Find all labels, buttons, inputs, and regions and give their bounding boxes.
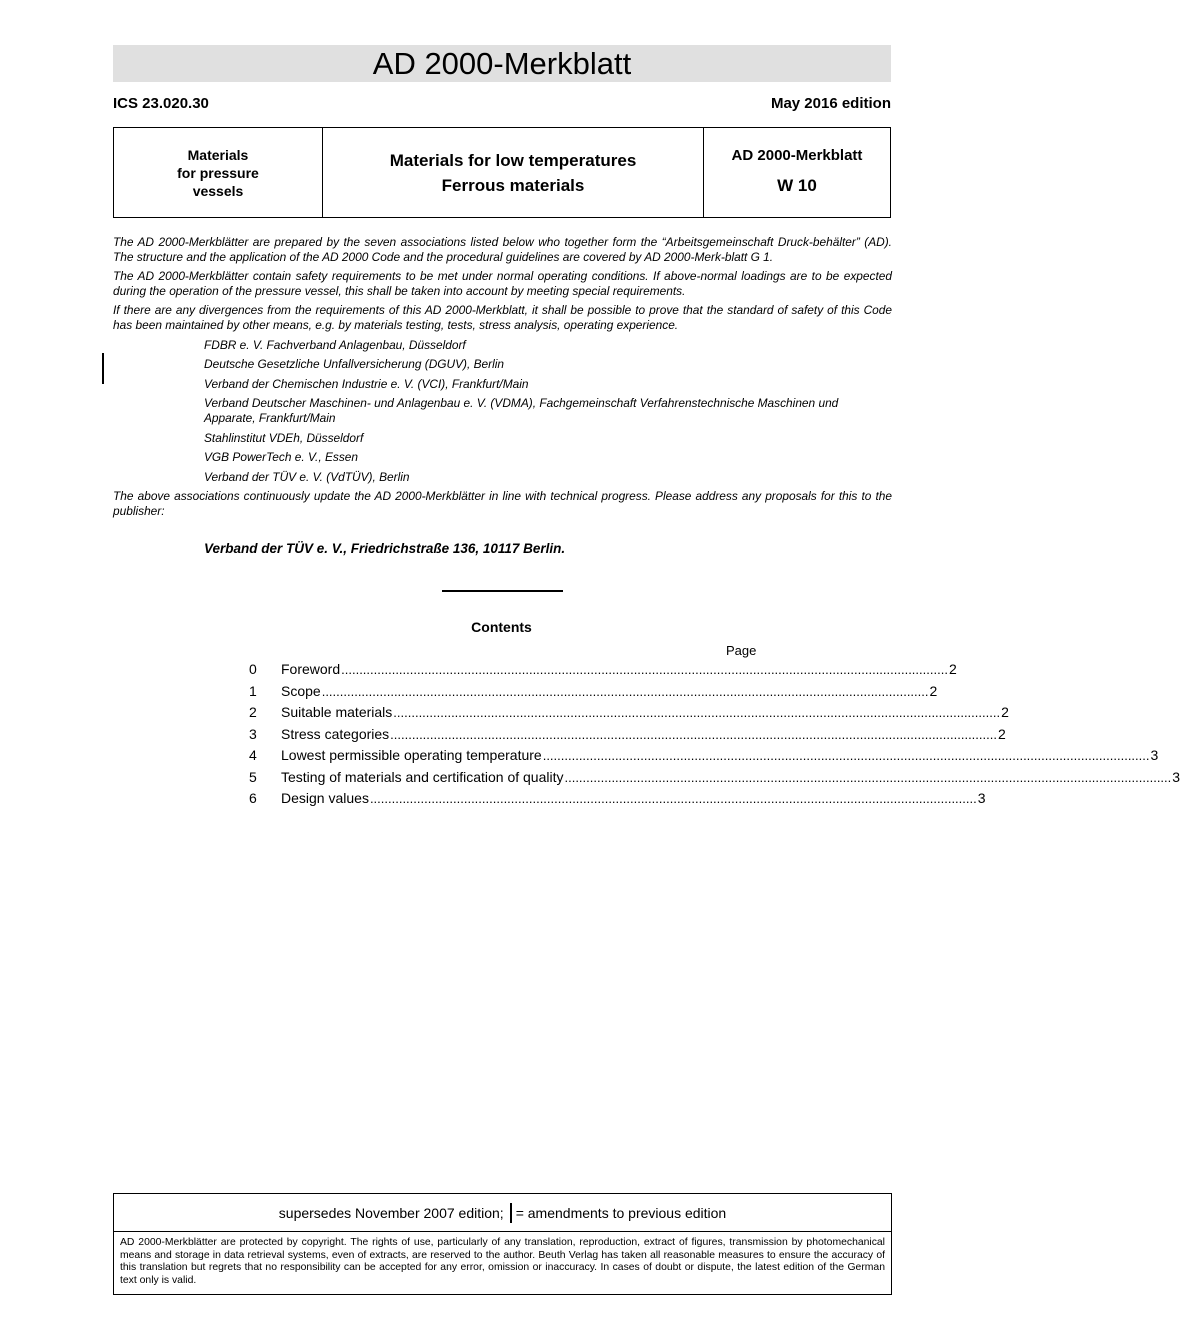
toc-leader: ........................................................................................................................................................................ [564,769,1172,785]
toc-entry[interactable] [249,704,1009,726]
toc-number: 3 [249,725,257,742]
toc-title: Design values [281,790,369,806]
toc-number: 5 [249,768,257,785]
document-title: AD 2000-Merkblatt [113,45,891,82]
intro-paragraph: The above associations continuously update the AD 2000-Merkblätter in line with technical progress. Please address any proposals for this to the publisher: [113,489,892,518]
toc-title: Suitable materials [281,704,393,720]
copyright-notice: AD 2000-Merkblätter are protected by copyright. The rights of use, particularly of any translation, reproduction, extract of figures, transmission by photomechanical means and storage in data retrieval systems, even of extracts, are reserved to the author. Beuth Verlag has taken all reasonable measures to ensure the accuracy of this translation but regrets that no responsibility can be accepted for any error, omission or inaccuracy. In cases of doubt or dispute, the latest edition of the German text only is valid. [120,1237,885,1286]
association-item: Verband Deutscher Maschinen- und Anlagenbau e. V. (VDMA), Fachgemeinschaft Verfahrenstechnische Maschinen und Apparate, Frankfurt/Main [204,396,839,425]
toc-entry[interactable] [249,682,938,705]
subject-cell [323,128,704,217]
toc-number: 4 [249,747,257,763]
toc-number: 2 [249,704,257,720]
toc-entry[interactable] [249,768,1180,791]
ics-code: ICS 23.020.30 [113,95,209,112]
toc-title: Testing of materials and certification of quality [281,768,564,785]
category-cell [114,128,323,217]
amendments-legend: = amendments to previous edition [515,1204,727,1221]
association-item: Stahlinstitut VDEh, Düsseldorf [204,430,364,445]
toc-leader: ........................................................................................................................................................................ [542,748,1150,763]
category-line: for pressure [177,164,259,181]
contents-heading: Contents [471,619,532,635]
supersedes-text: supersedes November 2007 edition; [278,1204,504,1221]
page-column-label: Page [726,643,757,658]
association-list [204,338,892,485]
toc-entry[interactable] [249,747,1159,769]
code-label: AD 2000-Merkblatt [731,147,863,164]
toc-leader: ........................................................................................................................................................................ [390,726,997,742]
code-cell [704,128,890,217]
table-of-contents [249,661,1180,812]
amendment-bar-icon [510,1203,512,1223]
subject-title: Materials for low temperatures [389,150,637,170]
toc-entry[interactable] [249,790,986,812]
toc-number: 6 [249,790,257,806]
association-item: VGB PowerTech e. V., Essen [204,450,358,465]
toc-page: 3 [1150,747,1159,763]
toc-entry[interactable] [249,725,1006,748]
toc-page: 3 [977,790,986,806]
category-line: vessels [192,182,244,199]
footer-box [113,1193,892,1295]
toc-leader: ........................................................................................................................................................................ [321,683,929,699]
association-item: Verband der Chemischen Industrie e. V. (VCI), Frankfurt/Main [204,376,529,391]
toc-title: Stress categories [281,725,390,742]
code-number: W 10 [777,176,817,195]
toc-title: Foreword [281,661,341,677]
association-item: Deutsche Gesetzliche Unfallversicherung (DGUV), Berlin [204,357,505,372]
toc-number: 0 [249,661,257,677]
intro-section [113,235,892,524]
category-line: Materials [187,146,249,163]
edition-date: May 2016 edition [770,95,891,112]
publisher-address: Verband der TÜV e. V., Friedrichstraße 136, 10117 Berlin. [204,541,566,556]
title-table [113,127,891,218]
association-item: FDBR e. V. Fachverband Anlagenbau, Düsseldorf [204,337,466,352]
intro-paragraph: The AD 2000-Merkblätter are prepared by the seven associations listed below who together form the “Arbeitsgemeinschaft Druck-behälter” (AD). The structure and the application of the AD 2000 Code and the procedural guidelines are covered by AD 2000-Merk-blatt G 1. [113,235,892,264]
toc-leader: ........................................................................................................................................................................ [341,662,948,677]
supersedes-note [114,1194,891,1232]
subject-subtitle: Ferrous materials [441,175,585,195]
toc-page: 2 [1001,704,1009,720]
toc-page: 2 [929,682,938,699]
intro-paragraph: If there are any divergences from the requirements of this AD 2000-Merkblatt, it shall be possible to prove that the standard of safety of this Code has been maintained by other means, e.g. by materials testing, tests, stress analysis, operating experience. [113,303,892,332]
toc-page: 3 [1172,768,1180,785]
toc-title: Lowest permissible operating temperature [281,747,542,763]
intro-paragraph: The AD 2000-Merkblätter contain safety requirements to be met under normal operating conditions. If above-normal loadings are to be expected during the operation of the pressure vessel, this shall be taken into account by meeting special requirements. [113,269,892,298]
toc-leader: ........................................................................................................................................................................ [393,705,1001,720]
toc-title: Scope [281,682,321,699]
toc-leader: ........................................................................................................................................................................ [369,791,977,806]
toc-page: 2 [948,661,957,677]
toc-number: 1 [249,682,257,699]
association-item: Verband der TÜV e. V. (VdTÜV), Berlin [204,469,410,484]
divider [442,590,563,592]
toc-entry[interactable] [249,661,957,683]
toc-page: 2 [997,725,1006,742]
amendment-marker [102,353,104,384]
